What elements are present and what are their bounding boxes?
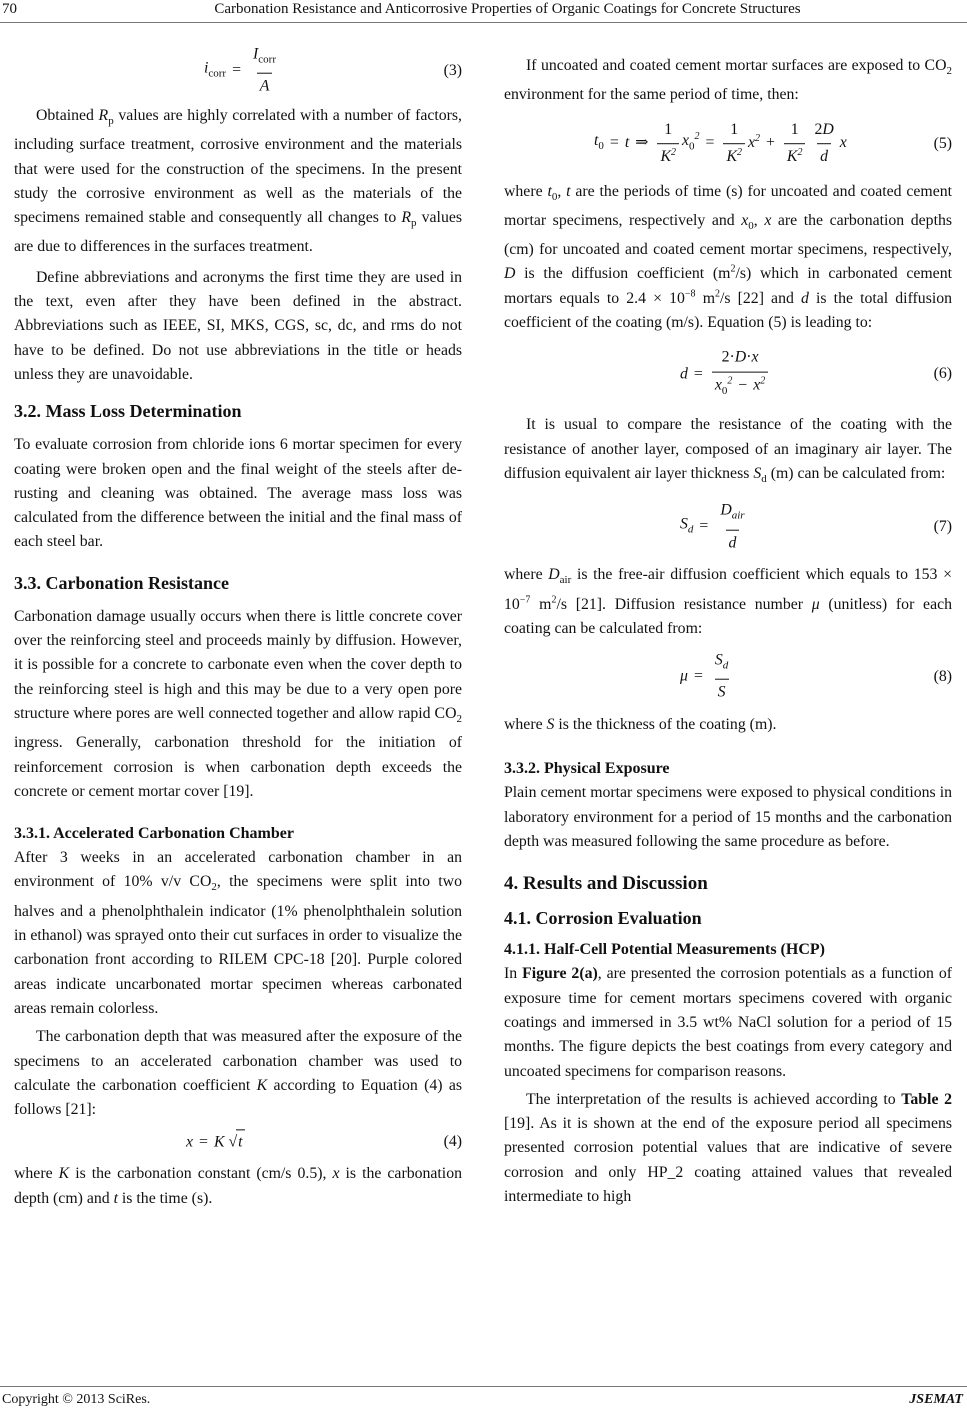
heading-physical-exposure: 3.3.2. Physical Exposure (504, 760, 670, 778)
paragraph-physical-exposure: Plain cement mortar specimens were exposed to physical conditions in laboratory environment for a period of 15 months and the carbonation depth was measured following the same procedure as before. (504, 784, 952, 851)
paragraph-chamber: After 3 weeks in an accelerated carbonation chamber in an environment of 10% v/v $CO_2$, the specimens were split into two halves and a phenolphthalein indicator (1% phenolphthalein solution in ethanol) was sprayed onto their cut surfaces in order to visualize the carbonation front according to RILEM CPC-18 [20]. Purple colored areas indicate uncarbonated mortar specimen whereas carbonated areas remain colorless. (14, 849, 462, 1017)
right-column (504, 40, 952, 1209)
equation-7-number: (7) (933, 518, 952, 536)
heading-hcp: 4.1.1. Half-Cell Potential Measurements (HCP) (504, 941, 825, 959)
paragraph-abbreviations: Define abbreviations and acronyms the first time they are used in the text, even after they have been defined in the abstract. Abbreviations such as IEEE, SI, MKS, CGS, sc, dc, and rms do not have to be defined. Do not use abbreviations in the title or heads unless they are unavoidable. (14, 268, 462, 383)
header-rule (0, 22, 967, 23)
paragraph-carbonation-depth: The carbonation depth that was measured after the exposure of the specimens to an accelerated carbonation chamber was used to calculate the carbonation coefficient K according to Equation (4) as follows [21]: (14, 1028, 463, 1119)
equation-3-number: (3) (443, 61, 462, 79)
paragraph-where-t: where $t_0$, t are the periods of time (s) for uncoated and coated cement mortar specimens, respectively and $x_0$, x are the carbonation depths (cm) for uncoated and coated cement mortar specimens, respectively, D is the diffusion coefficient $(m^2/s)$ which in carbonated cement mortars equals to $2.4 \times 10^{-8}$ $m^2/s$ [22] and d is the total diffusion coefficient of the coating (m/s). Equation (5) is leading to: (504, 182, 953, 332)
paragraph-carbonation: Carbonation damage usually occurs when there is little concrete cover over the reinforcing steel and proceeds mainly by diffusion. However, it is possible for a concrete to carbonate even when the cover depth to the reinforcing steel is high and this may be due to a very open pore structure where pores are well connected together and allow rapid $CO_2$ ingress. Generally, carbonation threshold for the initiation of reinforcement corrosion is when carbonation depth exceeds the concrete or cement mortar cover [19]. (14, 607, 462, 800)
equation-5: $t_0$ = t ⇒ $\frac{1}{K^2}$ $x_0^2$ = $\frac{1}{K^2}$ $x^2$ + $\frac{1}{K^2}$ $\frac{2D}{d}$ x (5) (504, 108, 952, 180)
equation-8-number: (8) (933, 668, 952, 686)
paragraph-rp: Obtained $R_p$ values are highly correlated with a number of factors, including surface treatment, corrosive environment and the materials that were used for the construction of the specimens. In the present study the corrosive environment as well as the materials of the specimens remained stable and consequently all changes to $R_p$ values are due to differences in the surfaces treatment. (14, 107, 463, 256)
paragraph-hcp: In Figure 2(a), are presented the corrosion potentials as a function of exposure time for cement mortars specimens covered with organic coatings and immersed in 3.5 wt% NaCl solution for a period of 15 months. The figure depicts the best coatings from every category and uncoated specimens for comparison reasons. (504, 965, 952, 1080)
page-number: 70 (2, 1, 17, 17)
paragraph-interpretation: The interpretation of the results is achieved according to Table 2 [19]. As it is shown at the end of the exposure period all specimens presented corrosion potential values that are indicative of severe corrosion and only HP_2 coating attained values that revealed intermediate to high (504, 1090, 952, 1206)
equation-4-number: (4) (443, 1133, 462, 1151)
equation-5-number: (5) (933, 134, 952, 152)
footer-rule (0, 1386, 967, 1387)
left-column (14, 40, 462, 1211)
paragraph-where-k: where K is the carbonation constant (cm/s 0.5), x is the carbonation depth (cm) and t is the time (s). (14, 1165, 462, 1207)
equation-3: $i_{corr}$ = $\frac{I_{corr}}{A}$ (3) (14, 40, 462, 102)
paragraph-where-s: where S is the thickness of the coating (m). (504, 716, 777, 734)
equation-7: $S_d$ = $\frac{D_{air}}{d}$ (7) (504, 491, 952, 563)
paragraph-uncoated-coated: If uncoated and coated cement mortar surfaces are exposed to $CO_2$ environment for the same period of time, then: (504, 57, 952, 104)
page-header (0, 0, 967, 22)
running-title: Carbonation Resistance and Anticorrosive Properties of Organic Coatings for Concrete Structures (214, 1, 801, 17)
equation-8: μ = $\frac{S_d}{S}$ (8) (504, 641, 952, 713)
equation-4: x = K √ t (4) (14, 1122, 462, 1162)
heading-carbonation-resistance: 3.3. Carbonation Resistance (14, 572, 229, 593)
heading-mass-loss: 3.2. Mass Loss Determination (14, 401, 242, 422)
paragraph-dair: where $D_{air}$ is the free-air diffusion coefficient which equals to $153 \times 10^{-7}$ $m^2/s$ [21]. Diffusion resistance number μ (unitless) for each coating can be calculated from: (504, 566, 952, 637)
copyright-notice: Copyright © 2013 SciRes. (2, 1392, 151, 1407)
paragraph-air-layer: It is usual to compare the resistance of the coating with the resistance of another layer, composed of an imaginary air layer. The diffusion equivalent air layer thickness $S_d$ (m) can be calculated from: (504, 416, 952, 485)
heading-accelerated-chamber: 3.3.1. Accelerated Carbonation Chamber (14, 825, 294, 843)
page-footer (0, 1386, 967, 1410)
paragraph-mass-loss: To evaluate corrosion from chloride ions 6 mortar specimen for every coating were broken open and the final weight of the steels after de-rusting and cleaning was obtained. The average mass loss was calculated from the difference between the initial and the final mass of each steel bar. (14, 436, 462, 551)
equation-6: d = $\frac{2\cdot D\cdot x}{x_0^2 - x^2}$ (6) (504, 335, 952, 413)
journal-name: JSEMAT (909, 1392, 963, 1407)
heading-corrosion-evaluation: 4.1. Corrosion Evaluation (504, 908, 702, 929)
equation-6-number: (6) (933, 365, 952, 383)
heading-results-discussion: 4. Results and Discussion (504, 873, 708, 895)
